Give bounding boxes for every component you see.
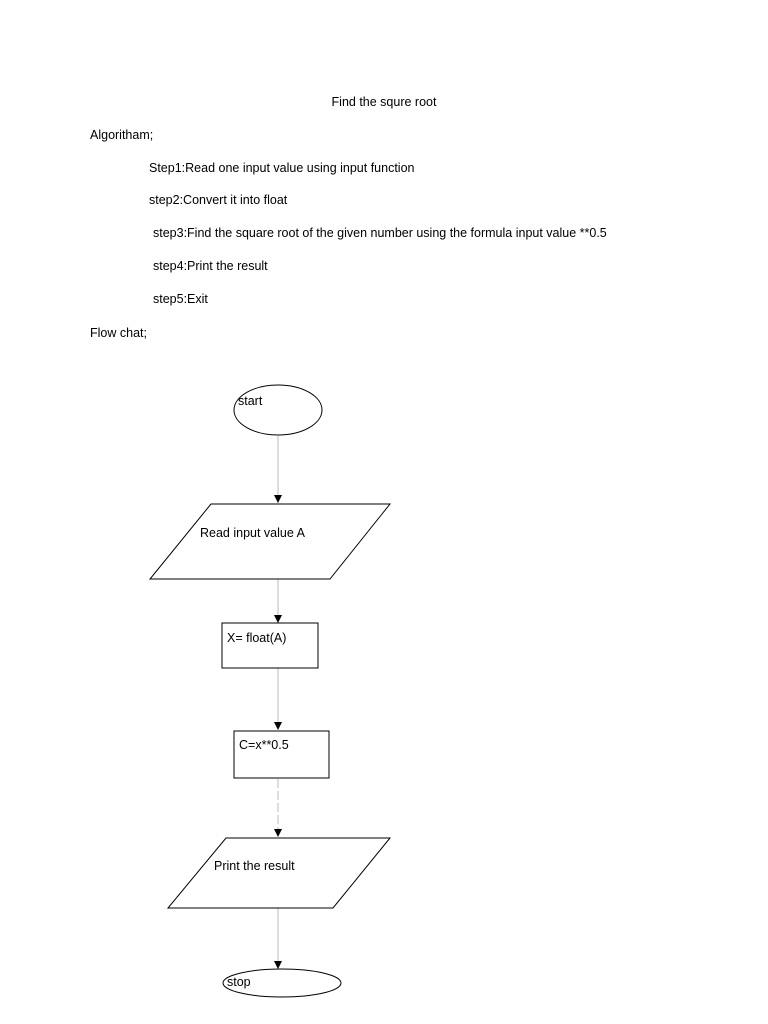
algorithm-step-4: step4:Print the result <box>153 259 268 273</box>
start-label: start <box>238 394 263 408</box>
algorithm-step-3: step3:Find the square root of the given number using the formula input value **0.5 <box>153 226 607 240</box>
compute-label: C=x**0.5 <box>239 738 289 752</box>
arrow-input-to-convert <box>274 615 282 623</box>
output-label: Print the result <box>214 859 295 873</box>
arrow-convert-to-compute <box>274 722 282 730</box>
input-label: Read input value A <box>200 526 305 540</box>
algorithm-step-2: step2:Convert it into float <box>149 193 288 207</box>
stop-label: stop <box>227 975 251 989</box>
start-terminator <box>234 385 322 435</box>
document-title: Find the squre root <box>331 95 437 109</box>
input-parallelogram <box>150 504 390 579</box>
flowchart-heading: Flow chat; <box>90 326 147 340</box>
algorithm-heading: Algoritham; <box>90 128 154 142</box>
convert-label: X= float(A) <box>227 631 287 645</box>
arrow-start-to-input <box>274 495 282 503</box>
algorithm-step-5: step5:Exit <box>153 292 208 306</box>
algorithm-step-1: Step1:Read one input value using input function <box>149 161 415 175</box>
arrow-compute-to-output <box>274 829 282 837</box>
output-parallelogram <box>168 838 390 908</box>
arrow-output-to-stop <box>274 961 282 969</box>
convert-process-box <box>222 623 318 668</box>
